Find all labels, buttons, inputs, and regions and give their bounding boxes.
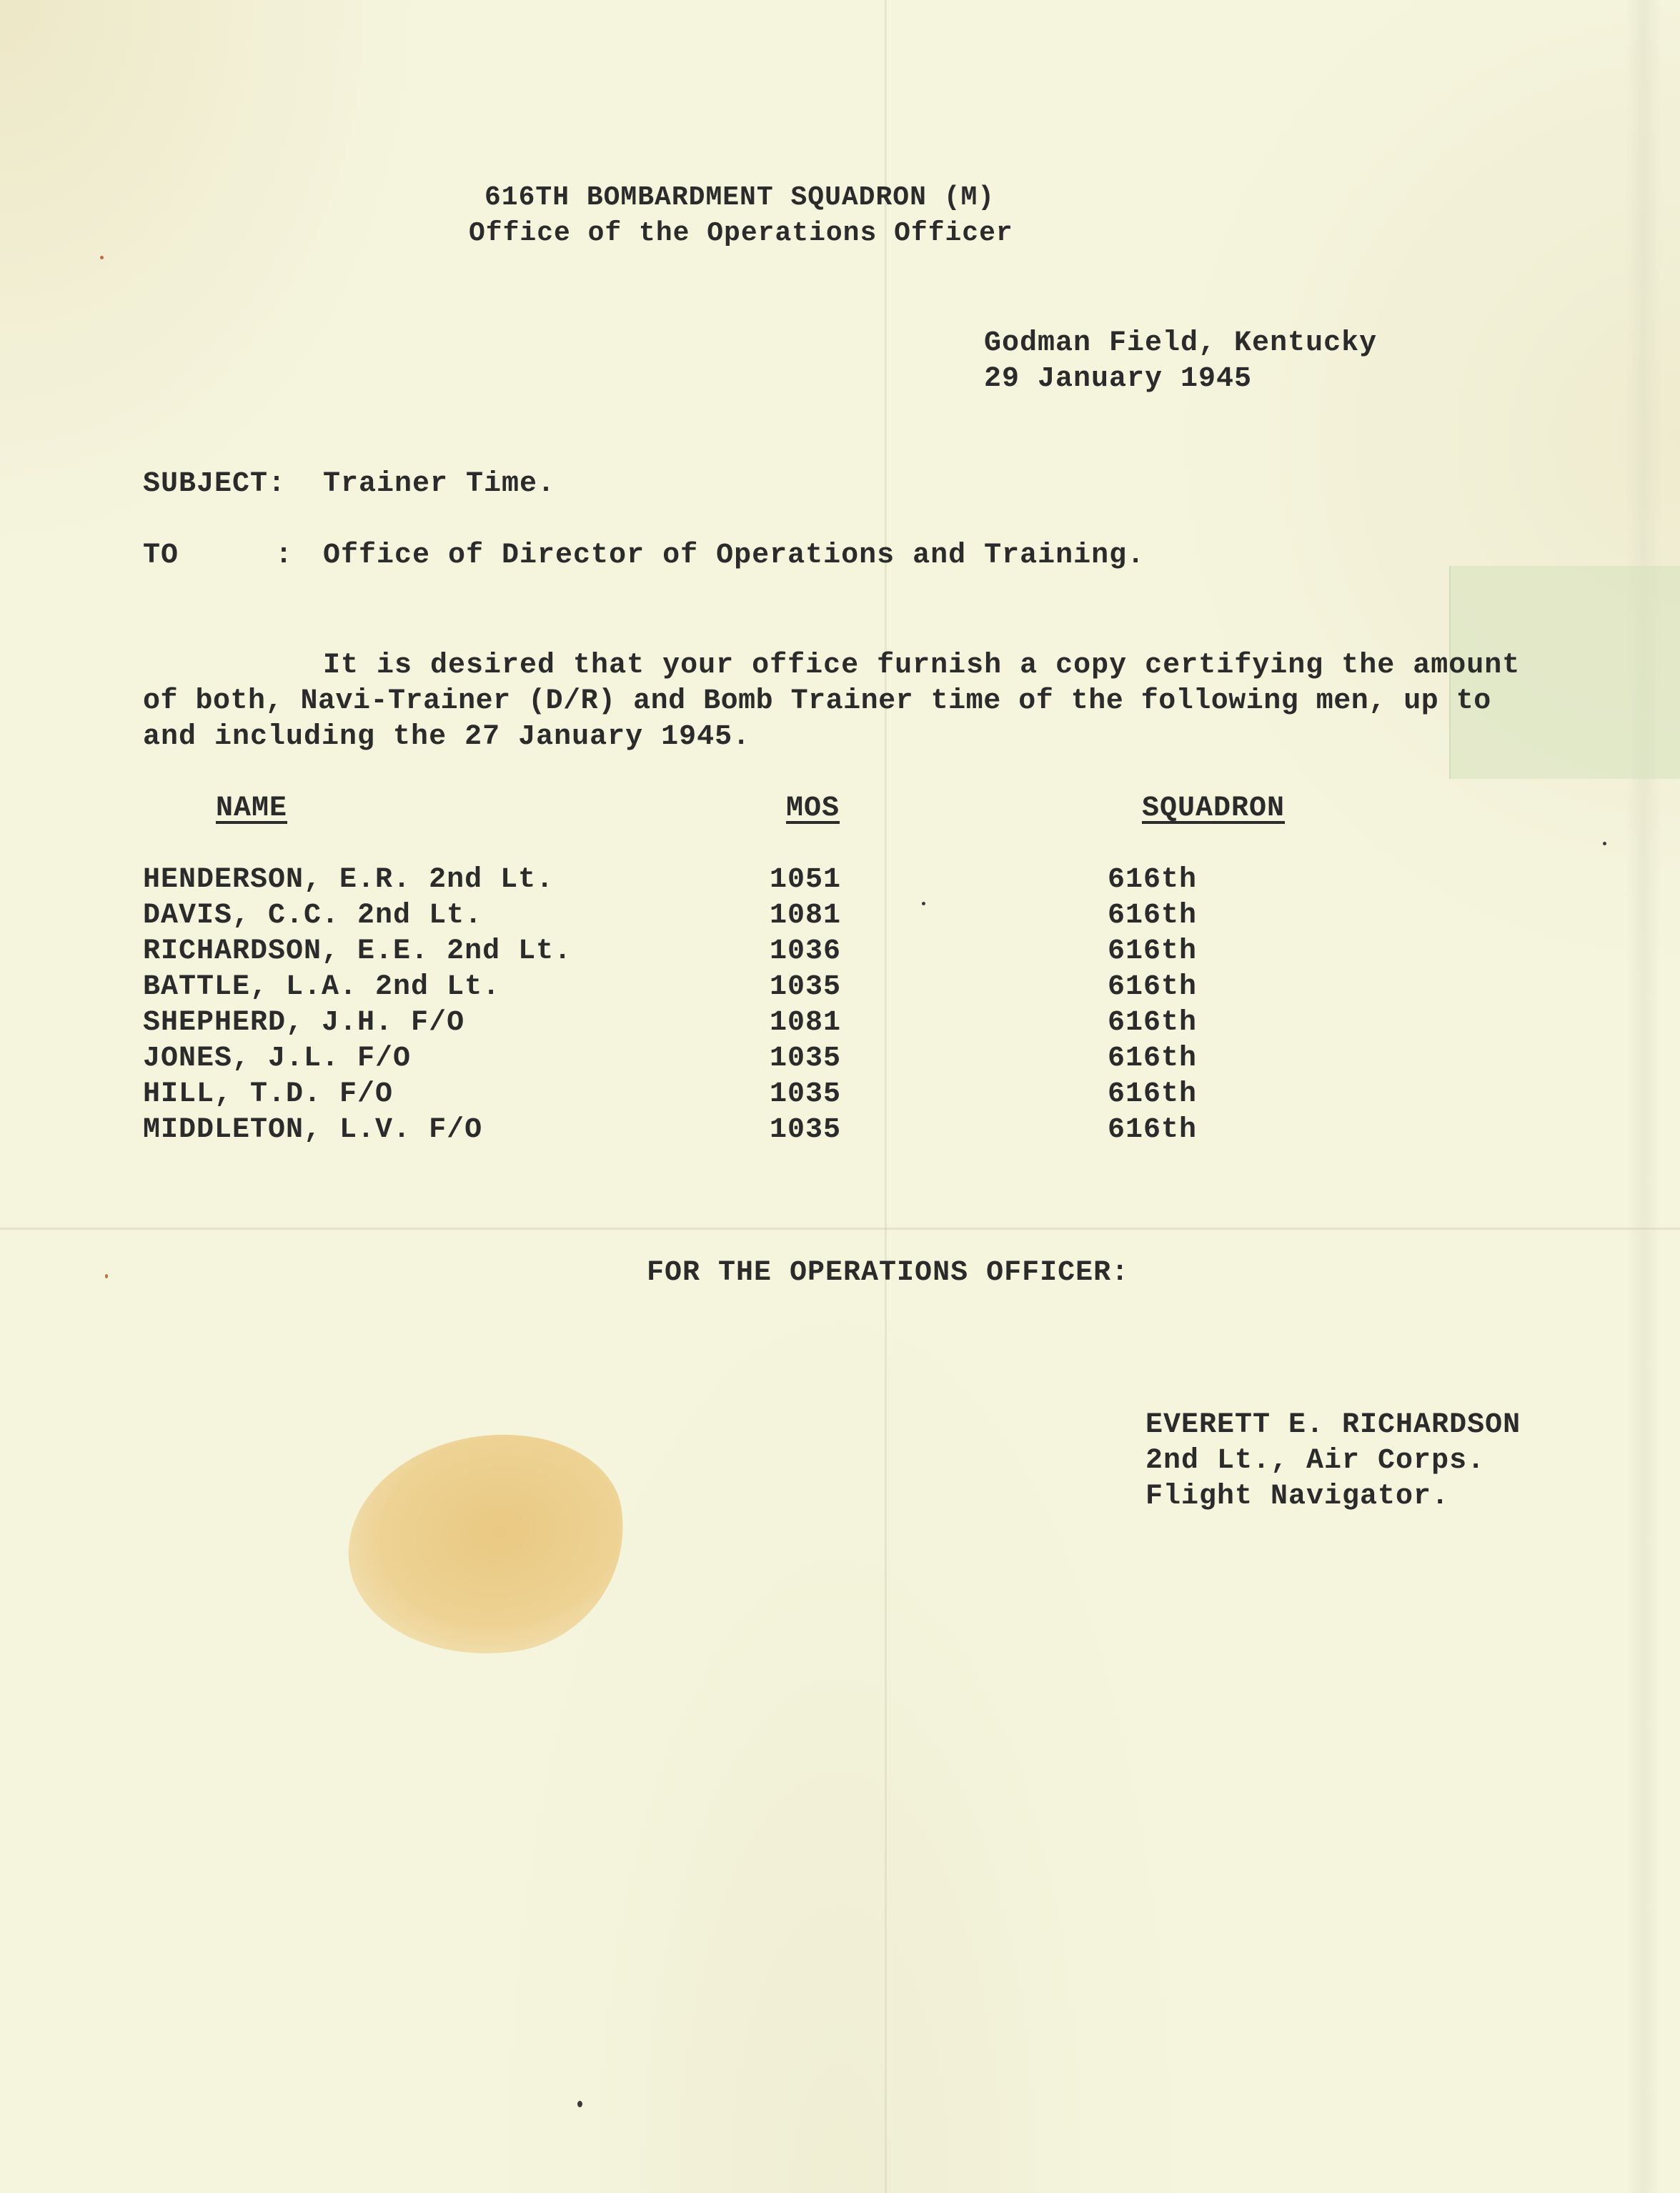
table-row: [143, 973, 1358, 1009]
office-heading: Office of the Operations Officer: [469, 218, 1013, 249]
ink-speck: [100, 256, 104, 259]
ink-speck: [577, 2101, 582, 2107]
row-mos: 1081: [770, 900, 842, 932]
to-label: TO: [143, 539, 179, 572]
column-header-squadron: SQUADRON: [1142, 792, 1286, 825]
row-mos: 1035: [770, 971, 842, 1003]
row-squadron: 616th: [1108, 935, 1198, 968]
column-header-mos: MOS: [786, 792, 840, 825]
closing-line: FOR THE OPERATIONS OFFICER:: [647, 1257, 1130, 1289]
ink-speck: [105, 1274, 108, 1278]
row-squadron: 616th: [1108, 864, 1198, 896]
body-line-2: of both, Navi-Trainer (D/R) and Bomb Trainer time of the following men, up to: [143, 685, 1491, 717]
row-mos: 1035: [770, 1043, 842, 1075]
paper-edge-shading: [1626, 0, 1661, 2193]
paper-fold-horizontal: [0, 1228, 1680, 1230]
table-row: [143, 1009, 1358, 1045]
row-name: SHEPHERD, J.H. F/O: [143, 1007, 465, 1039]
row-name: HILL, T.D. F/O: [143, 1078, 394, 1110]
row-name: BATTLE, L.A. 2nd Lt.: [143, 971, 501, 1003]
row-mos: 1035: [770, 1078, 842, 1110]
row-mos: 1081: [770, 1007, 842, 1039]
table-row: [143, 866, 1358, 902]
table-row: [143, 902, 1358, 938]
row-mos: 1036: [770, 935, 842, 968]
signature-name: EVERETT E. RICHARDSON: [1145, 1409, 1521, 1441]
dateline-place: Godman Field, Kentucky: [984, 327, 1378, 359]
row-name: DAVIS, C.C. 2nd Lt.: [143, 900, 483, 932]
row-squadron: 616th: [1108, 1078, 1198, 1110]
row-squadron: 616th: [1108, 1114, 1198, 1146]
column-header-name: NAME: [216, 792, 288, 825]
subject-value: Trainer Time.: [323, 468, 556, 500]
water-stain: [334, 1418, 640, 1672]
row-squadron: 616th: [1108, 900, 1198, 932]
row-mos: 1035: [770, 1114, 842, 1146]
table-row: [143, 1080, 1358, 1116]
row-squadron: 616th: [1108, 971, 1198, 1003]
row-name: HENDERSON, E.R. 2nd Lt.: [143, 864, 555, 896]
signature-title: Flight Navigator.: [1145, 1481, 1450, 1513]
to-separator: :: [275, 539, 294, 572]
row-squadron: 616th: [1108, 1007, 1198, 1039]
row-mos: 1051: [770, 864, 842, 896]
row-name: MIDDLETON, L.V. F/O: [143, 1114, 483, 1146]
signature-rank: 2nd Lt., Air Corps.: [1145, 1445, 1486, 1477]
unit-heading: 616TH BOMBARDMENT SQUADRON (M): [484, 182, 995, 213]
subject-label: SUBJECT:: [143, 468, 287, 500]
row-name: JONES, J.L. F/O: [143, 1043, 412, 1075]
table-row: [143, 935, 1358, 973]
dateline-date: 29 January 1945: [984, 363, 1253, 395]
body-line-3: and including the 27 January 1945.: [143, 721, 751, 753]
table-row: [143, 1116, 1358, 1152]
ink-speck: [1603, 842, 1606, 845]
row-squadron: 616th: [1108, 1043, 1198, 1075]
body-line-1: It is desired that your office furnish a copy certifying the amount: [323, 650, 1521, 682]
table-row: [143, 1045, 1358, 1080]
row-name: RICHARDSON, E.E. 2nd Lt.: [143, 935, 572, 968]
to-value: Office of Director of Operations and Training.: [323, 539, 1145, 572]
